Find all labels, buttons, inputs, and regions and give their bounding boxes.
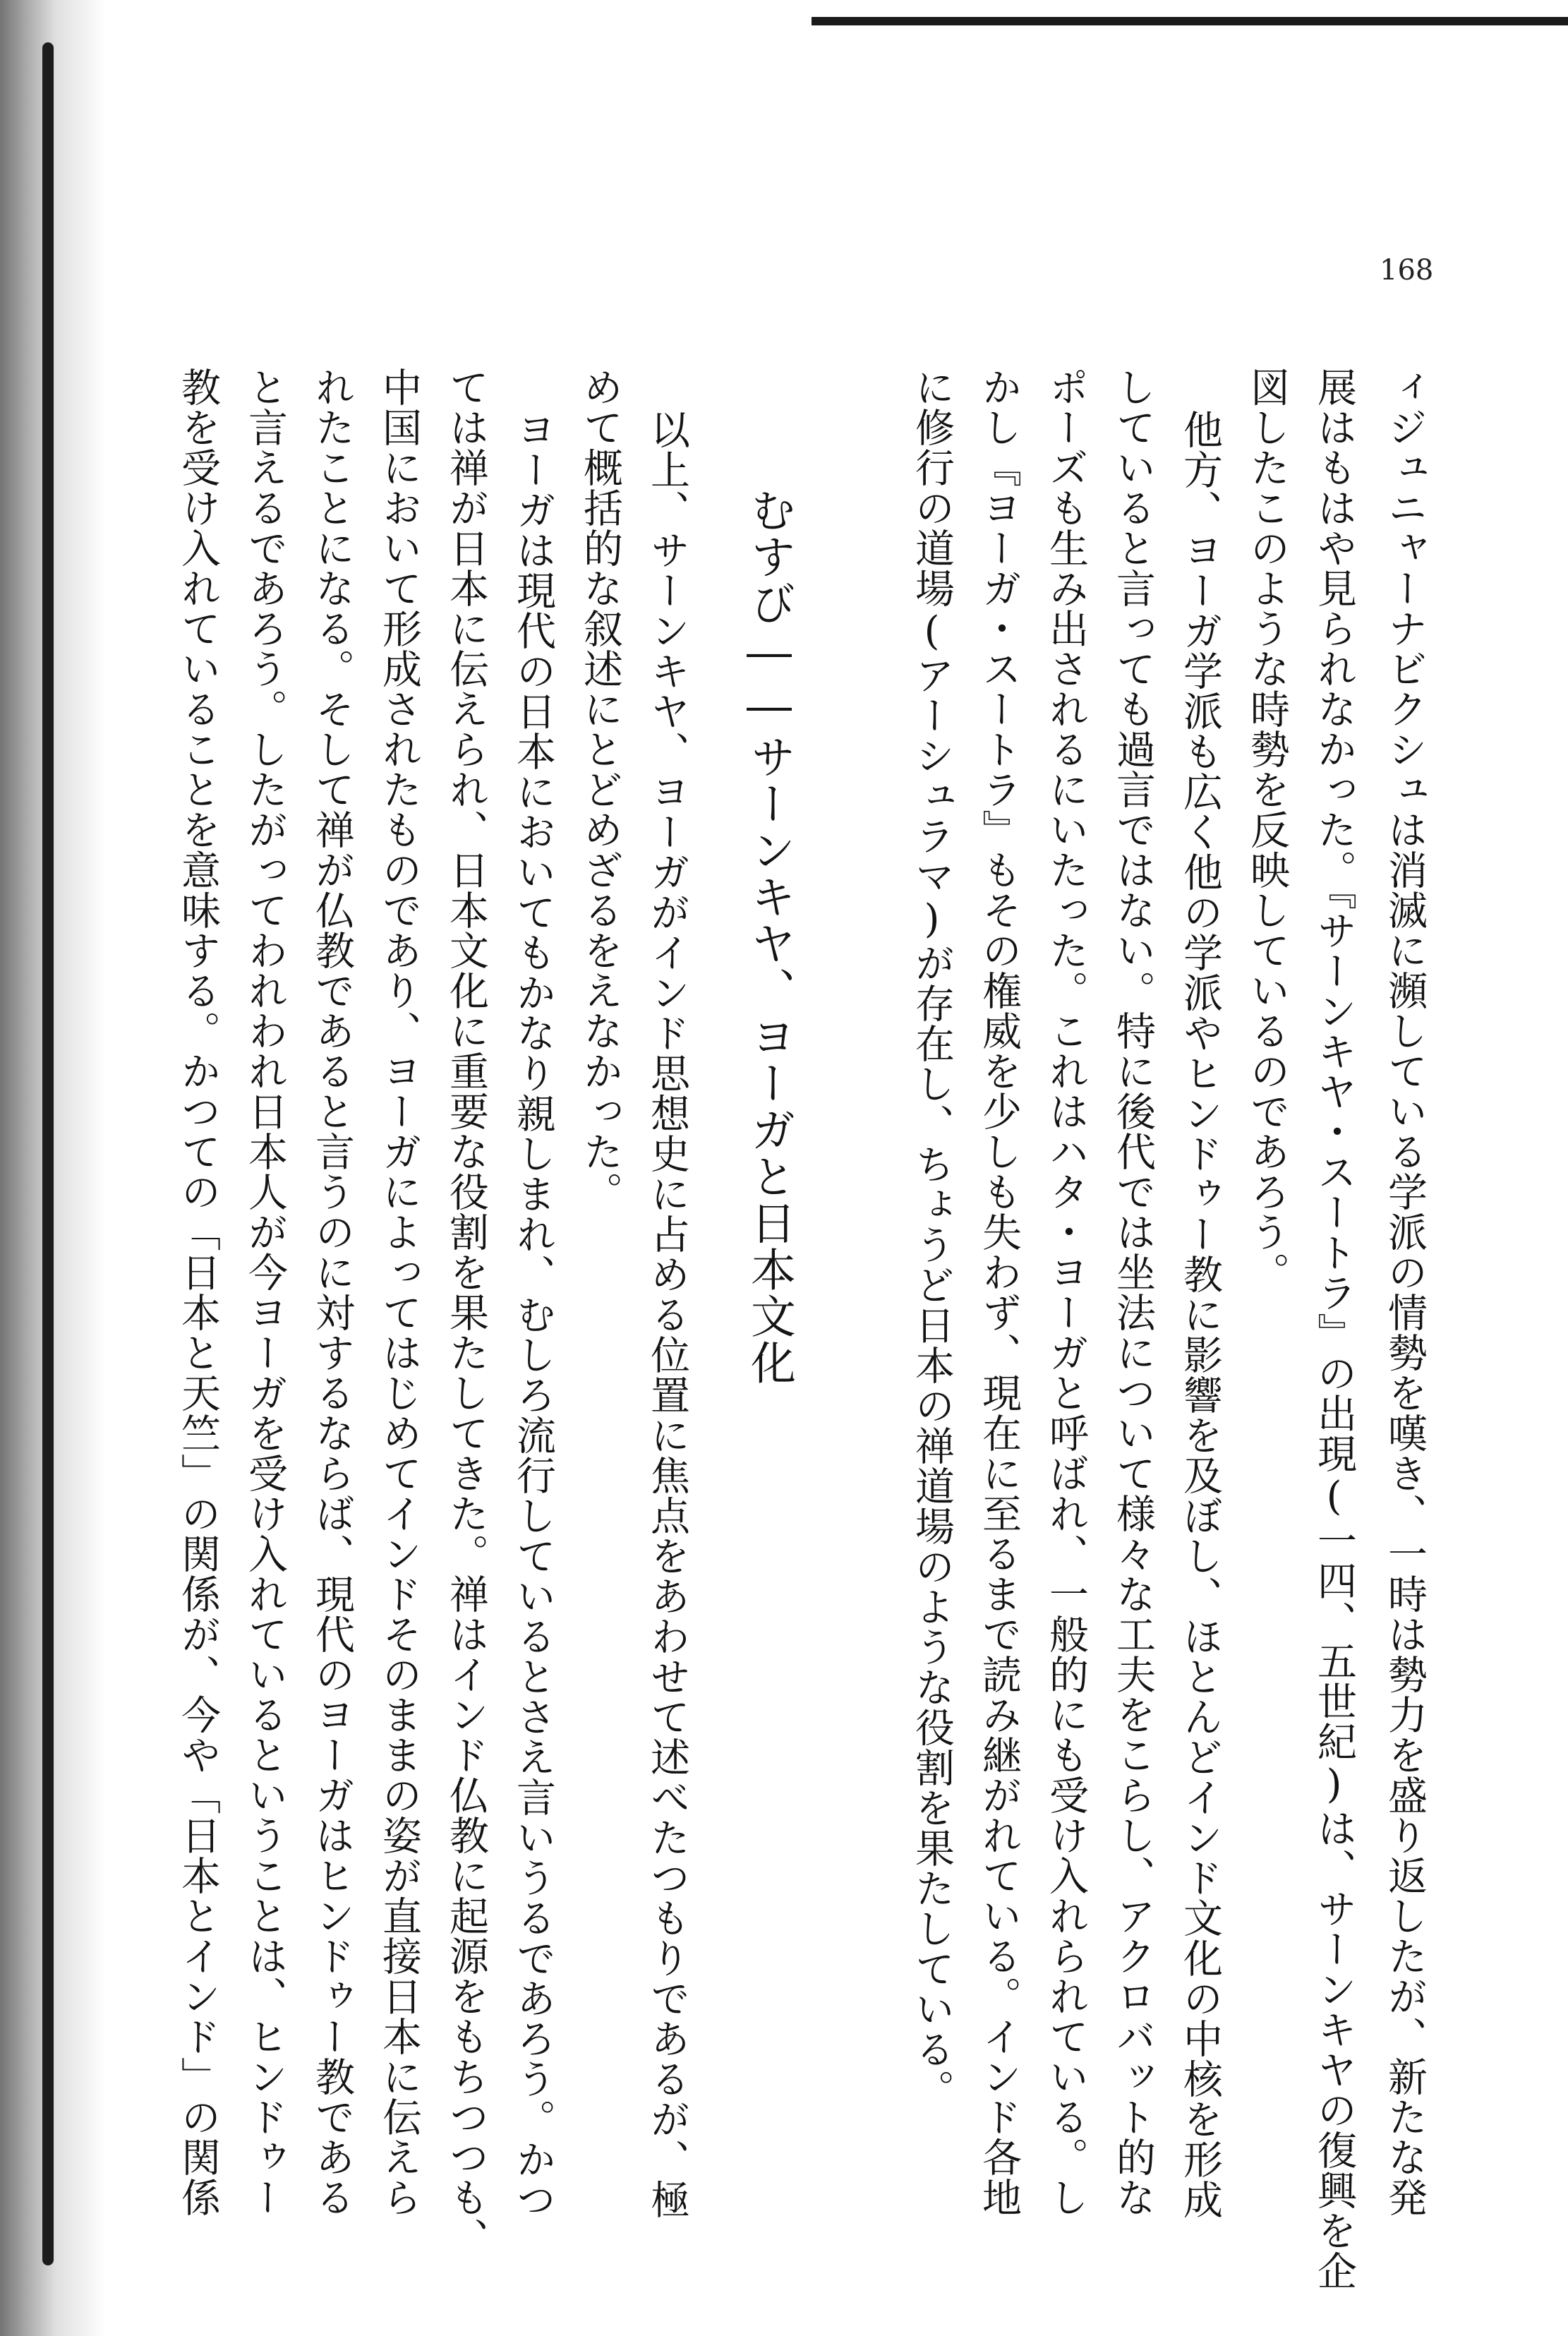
page-number: 168 [1380,254,1434,287]
text-line: ヨーガは現代の日本においてもかなり親しまれ、むしろ流行しているとさえ言いうるであろう。かつ [510,409,556,2220]
text-line: ては禅が日本に伝えられ、日本文化に重要な役割を果たしてきた。禅はインド仏教に起源をもちつつも、 [443,367,489,2258]
text-line: に修行の道場(アーシュラマ)が存在し、ちょうど日本の禅道場のような役割を果たしている。 [909,367,955,2109]
text-line: 以上、サーンキヤ、ヨーガがインド思想史に占める位置に焦点をあわせて述べたつもりであるが、極 [644,409,690,2220]
page-top-edge [812,17,1568,25]
binding-edge [42,42,54,2265]
text-line: ィジュニャーナビクシュは消滅に瀕している学派の情勢を嘆き、一時は勢力を盛り返したが、新たな発 [1382,367,1428,2217]
text-line: 他方、ヨーガ学派も広く他の学派やヒンドゥー教に影響を及ぼし、ほとんどインド文化の中核を形成 [1177,409,1223,2220]
text-line: 展はもはや見られなかった。『サーンキヤ・スートラ』の出現(一四、五世紀)は、サーンキヤの復興を企 [1311,367,1357,2291]
text-line: ポーズも生み出されるにいたった。これはハタ・ヨーガと呼ばれ、一般的にも受け入れられている。し [1043,367,1089,2217]
text-line: れたことになる。そして禅が仏教であると言うのに対するならば、現代のヨーガはヒンドゥー教である [309,367,355,2217]
section-heading: むすび――サーンキヤ、ヨーガと日本文化 [743,487,795,1386]
text-line: 図したこのような時勢を反映しているのであろう。 [1244,367,1290,1292]
text-line: 中国において形成されたものであり、ヨーガによってはじめてインドそのままの姿が直接日本に伝えら [376,367,422,2217]
text-line: していると言っても過言ではない。特に後代では坐法について様々な工夫をこらし、アクロバット的な [1110,367,1156,2217]
text-line: 教を受け入れていることを意味する。かつての「日本と天竺」の関係が、今や「日本とインド」の関係 [175,367,221,2217]
text-line: かし『ヨーガ・スートラ』もその権威を少しも失わず、現在に至るまで読み継がれている。インド各地 [976,367,1022,2217]
text-line: めて概括的な叙述にとどめざるをえなかった。 [577,367,623,1212]
text-line: と言えるであろう。したがってわれわれ日本人が今ヨーガを受け入れているということは、ヒンドゥー [242,367,288,2217]
